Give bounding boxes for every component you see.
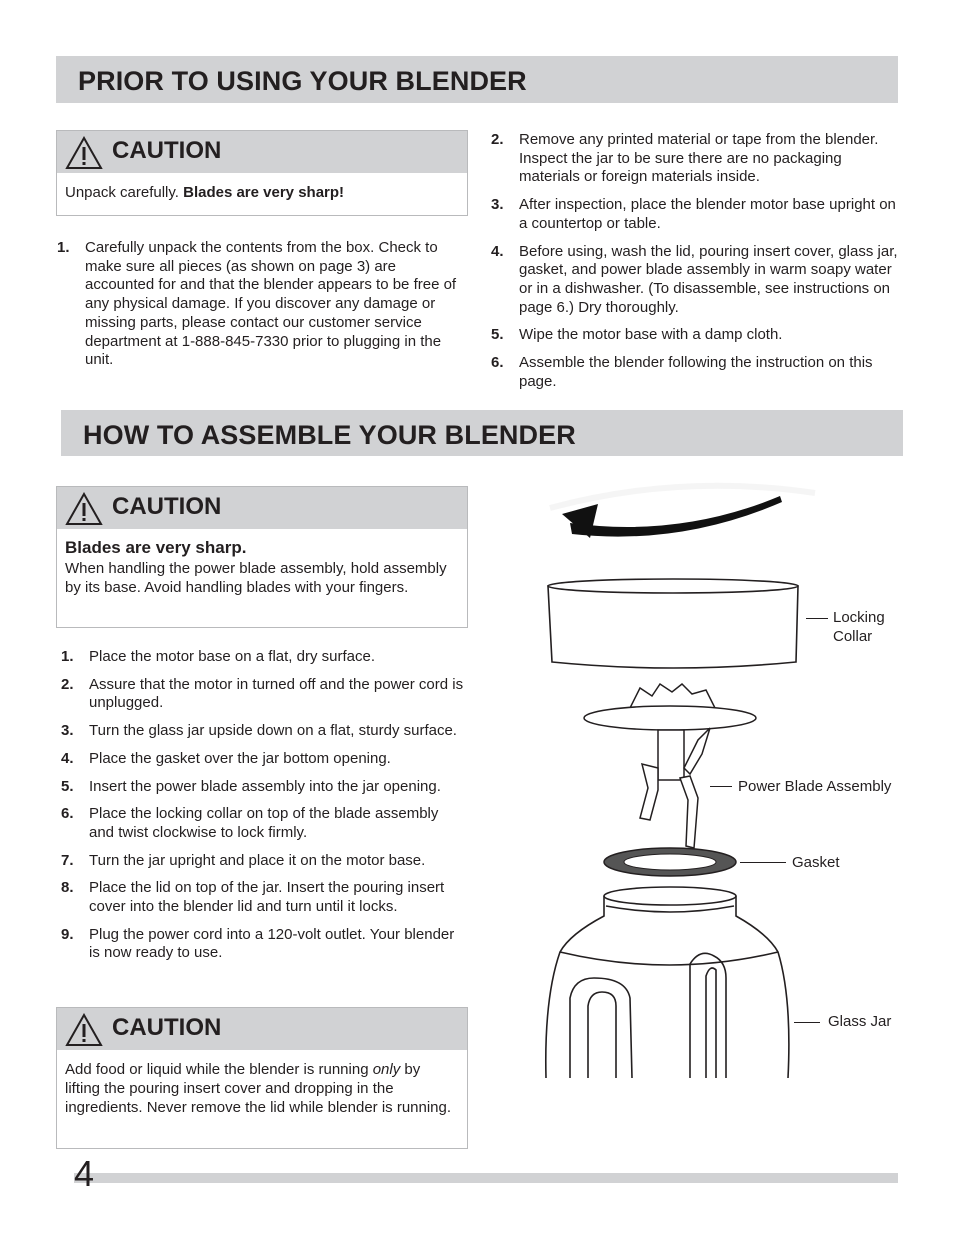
step-number: 2.	[491, 131, 504, 148]
caution-text	[57, 529, 467, 605]
caution-box-blades	[56, 486, 468, 628]
step-text: Turn the jar upright and place it on the motor base.	[89, 851, 426, 869]
caution-label: CAUTION	[112, 137, 222, 164]
caution-text-italic: only	[372, 1061, 401, 1078]
caution-text-plain: Unpack carefully.	[65, 184, 184, 201]
leader-line-power-blade	[710, 786, 732, 787]
gasket-shape	[604, 848, 736, 876]
prior-steps-right	[491, 131, 899, 400]
list-item	[61, 879, 466, 916]
warning-triangle-icon	[65, 1013, 103, 1047]
section-header-prior	[56, 56, 898, 103]
caution-label: CAUTION	[112, 493, 222, 520]
list-item	[61, 676, 466, 713]
step-number: 6.	[491, 354, 504, 372]
step-number: 5.	[491, 326, 504, 344]
step-text: Wipe the motor base with a damp cloth.	[519, 326, 783, 344]
list-item	[61, 750, 466, 769]
list-item	[61, 852, 466, 871]
step-number: 6.	[61, 805, 74, 823]
step-text: Remove any printed material or tape from the blender. Inspect the jar to be sure there are no packaging materials or foreign materials inside.	[519, 131, 879, 186]
step-text: Assure that the motor in turned off and the power cord is unplugged.	[89, 675, 464, 712]
step-number: 2.	[61, 675, 74, 693]
leader-line-gasket	[740, 862, 786, 863]
step-text: Place the locking collar on top of the blade assembly and twist clockwise to lock firmly.	[89, 805, 439, 841]
list-item	[491, 196, 899, 233]
section-title-prior: PRIOR TO USING YOUR BLENDER	[78, 66, 527, 96]
step-number: 7.	[61, 851, 74, 869]
caution-text-bold: Blades are very sharp!	[183, 184, 345, 201]
caution-box-adding-food	[56, 1007, 468, 1149]
locking-collar-shape	[548, 579, 798, 668]
rotation-arrow-icon	[550, 486, 815, 538]
caution-label: CAUTION	[112, 1014, 222, 1041]
callout-locking-collar: Locking Collar	[833, 609, 885, 645]
caution-text	[57, 1050, 467, 1125]
caution-subheading: Blades are very sharp.	[65, 538, 247, 557]
prior-steps-left	[57, 239, 465, 379]
step-number: 1.	[57, 239, 70, 256]
callout-power-blade: Power Blade Assembly	[738, 778, 892, 795]
caution-box-unpack	[56, 130, 468, 216]
caution-text-part: Add food or liquid while the blender is running	[65, 1061, 373, 1078]
step-text: Insert the power blade assembly into the jar opening.	[89, 777, 441, 795]
list-item	[61, 805, 466, 842]
step-number: 8.	[61, 879, 74, 897]
caution-paragraph: When handling the power blade assembly, hold assembly by its base. Avoid handling blades with your fingers.	[65, 560, 447, 596]
caution-header	[57, 131, 467, 173]
step-text: Plug the power cord into a 120-volt outlet. Your blender is now ready to use.	[89, 925, 455, 962]
callout-glass-jar: Glass Jar	[828, 1013, 892, 1030]
step-text: Assemble the blender following the instruction on this page.	[519, 354, 873, 390]
list-item	[61, 722, 466, 741]
step-number: 5.	[61, 777, 74, 795]
leader-line-locking-collar	[806, 618, 828, 619]
step-number: 4.	[61, 749, 74, 767]
callout-gasket: Gasket	[792, 854, 840, 871]
step-text: Before using, wash the lid, pouring insert cover, glass jar, gasket, and power blade assembly in warm soapy water or in a dishwasher. (To disassemble, see instructions on page 6.) Dry thoroughly.	[519, 242, 898, 316]
list-item	[491, 354, 899, 391]
step-text: After inspection, place the blender motor base upright on a countertop or table.	[519, 196, 896, 232]
list-item	[57, 239, 465, 370]
step-number: 4.	[491, 242, 504, 260]
caution-text-part: by lifting the pouring insert cover and dropping in the ingredients. Never remove the lid while blender is running.	[65, 1061, 452, 1116]
glass-jar-shape	[546, 887, 789, 1078]
step-text: Place the gasket over the jar bottom opening.	[89, 749, 391, 767]
step-text: Turn the glass jar upside down on a flat, sturdy surface.	[89, 722, 457, 740]
leader-line-glass-jar	[794, 1022, 820, 1023]
list-item	[491, 326, 899, 345]
step-text: Carefully unpack the contents from the box. Check to make sure all pieces (as shown on page 3) are accounted for and that the blender appears to be free of any physical damage. If you discover any damage or missing parts, please contact our customer service department at 1-888-845-7330 prior to plugging in the unit.	[85, 239, 457, 369]
assemble-steps	[61, 648, 466, 972]
section-title-assemble: HOW TO ASSEMBLE YOUR BLENDER	[83, 420, 576, 450]
footer-bar	[74, 1173, 898, 1183]
list-item	[61, 926, 466, 963]
page-number: 4	[74, 1153, 95, 1194]
step-number: 9.	[61, 925, 74, 943]
warning-triangle-icon	[65, 492, 103, 526]
caution-header	[57, 1008, 467, 1050]
step-text: Place the lid on top of the jar. Insert the pouring insert cover into the blender lid and turn until it locks.	[89, 879, 445, 916]
section-header-assemble	[61, 410, 903, 456]
caution-text	[57, 173, 467, 210]
step-text: Place the motor base on a flat, dry surface.	[89, 648, 375, 665]
power-blade-shape	[584, 684, 756, 848]
warning-triangle-icon	[65, 136, 103, 170]
step-number: 3.	[491, 196, 504, 214]
step-number: 3.	[61, 722, 74, 740]
list-item	[491, 131, 899, 187]
caution-header	[57, 487, 467, 529]
list-item	[61, 648, 466, 667]
step-number: 1.	[61, 648, 74, 665]
list-item	[61, 778, 466, 797]
list-item	[491, 243, 899, 318]
